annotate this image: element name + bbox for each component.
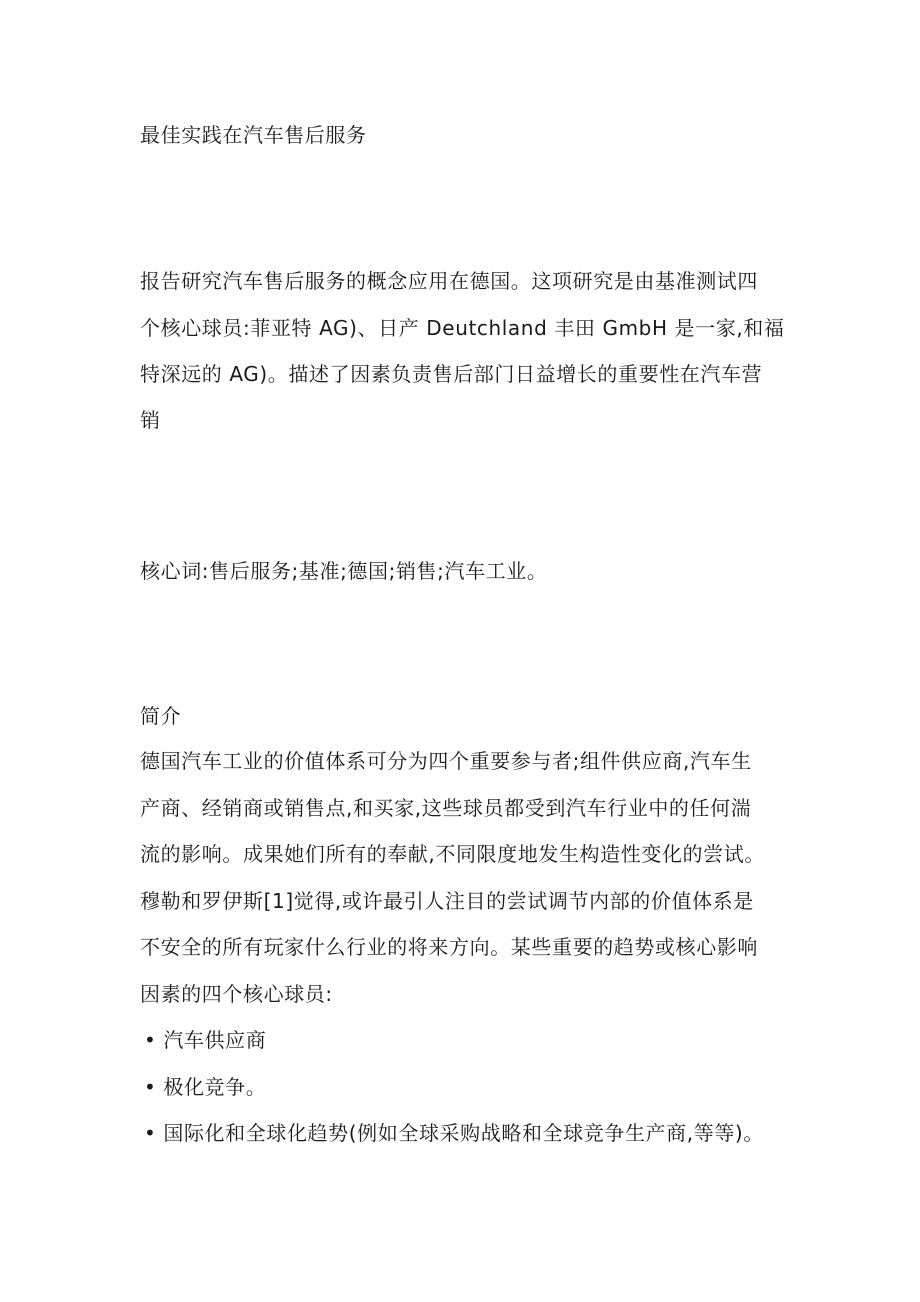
abstract-line: 个核心球员:菲亚特 AG)、日产 Deutchland 丰田 GmbH 是一家,和福 bbox=[140, 316, 785, 340]
intro-line: 因素的四个核心球员: bbox=[140, 982, 333, 1006]
intro-line: 流的影响。成果她们所有的奉献,不同限度地发生构造性变化的尝试。 bbox=[140, 842, 765, 866]
intro-heading: 简介 bbox=[140, 704, 182, 728]
intro-line: 产商、经销商或销售点,和买家,这些球员都受到汽车行业中的任何湍 bbox=[140, 796, 752, 820]
abstract-line: 报告研究汽车售后服务的概念应用在德国。这项研究是由基准测试四 bbox=[140, 269, 758, 293]
keywords: 核心词:售后服务;基准;德国;销售;汽车工业。 bbox=[140, 559, 548, 583]
list-item: • 汽车供应商 bbox=[144, 1028, 267, 1052]
intro-line: 穆勒和罗伊斯[1]觉得,或许最引人注目的尝试调节内部的价值体系是 bbox=[140, 889, 754, 913]
list-item: • 极化竞争。 bbox=[144, 1075, 267, 1099]
intro-line: 不安全的所有玩家什么行业的将来方向。某些重要的趋势或核心影响 bbox=[140, 935, 758, 959]
abstract-line: 特深远的 AG)。描述了因素负责售后部门日益增长的重要性在汽车营 bbox=[140, 362, 763, 386]
intro-line: 德国汽车工业的价值体系可分为四个重要参与者;组件供应商,汽车生 bbox=[140, 749, 752, 773]
list-item: • 国际化和全球化趋势(例如全球采购战略和全球竞争生产商,等等)。 bbox=[144, 1121, 764, 1145]
abstract-line: 销 bbox=[140, 408, 161, 432]
document-title: 最佳实践在汽车售后服务 bbox=[140, 123, 367, 147]
